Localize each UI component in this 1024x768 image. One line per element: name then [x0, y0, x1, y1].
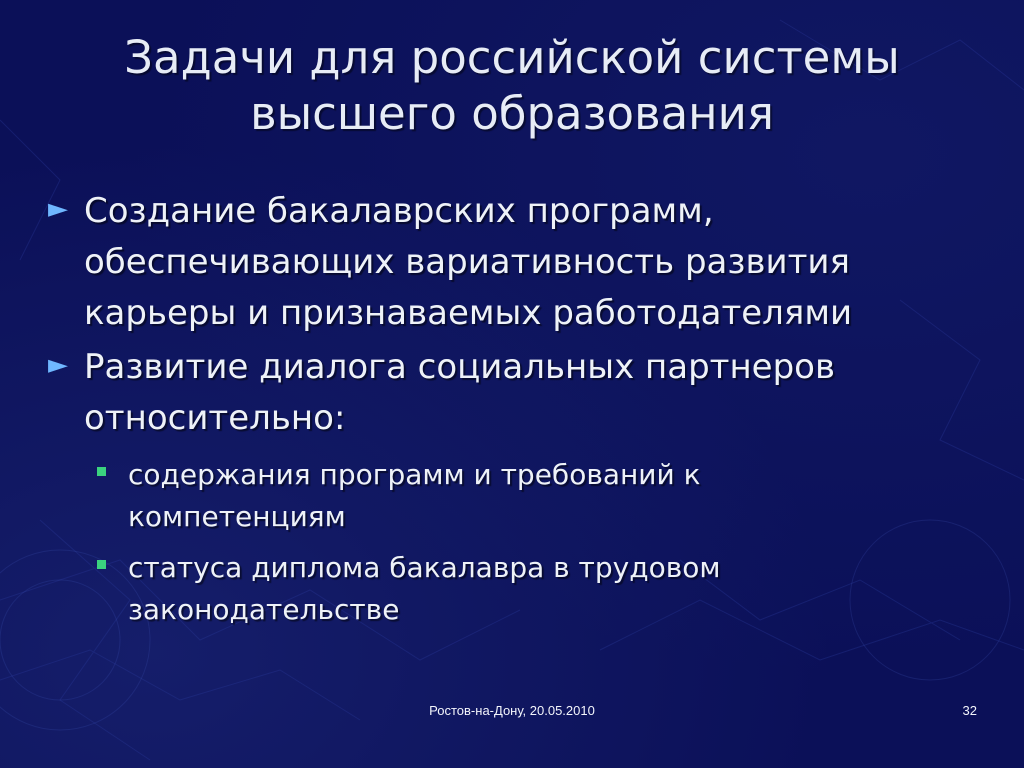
bullet-text-line: карьеры и признаваемых работодателями — [84, 293, 853, 333]
bullet-text — [84, 342, 835, 444]
title-line: Задачи для российской системы — [124, 31, 900, 84]
sub-bullet-text — [128, 454, 701, 538]
square-bullet-icon — [97, 467, 106, 476]
sub-bullet-text-line: законодательстве — [128, 593, 400, 626]
footer-text: Ростов-на-Дону, 20.05.2010 — [429, 703, 595, 718]
square-bullet-icon — [97, 560, 106, 569]
bullet-text-line: Создание бакалаврских программ, — [84, 191, 714, 231]
arrow-bullet-icon: ► — [48, 194, 68, 224]
bullet-text-line: относительно: — [84, 398, 346, 438]
arrow-bullet-icon: ► — [48, 350, 68, 380]
bullet-text-line: обеспечивающих вариативность развития — [84, 242, 850, 282]
sub-bullet-text-line: содержания программ и требований к — [128, 458, 701, 491]
page-number: 32 — [962, 703, 977, 718]
bullet-text — [84, 186, 852, 339]
sub-bullet-text-line: статуса диплома бакалавра в трудовом — [128, 551, 721, 584]
bullet-text-line: Развитие диалога социальных партнеров — [84, 347, 836, 387]
title-line: высшего образования — [250, 87, 774, 140]
slide-title — [40, 30, 984, 142]
sub-bullet-text — [128, 547, 720, 631]
sub-bullet-text-line: компетенциям — [128, 500, 346, 533]
